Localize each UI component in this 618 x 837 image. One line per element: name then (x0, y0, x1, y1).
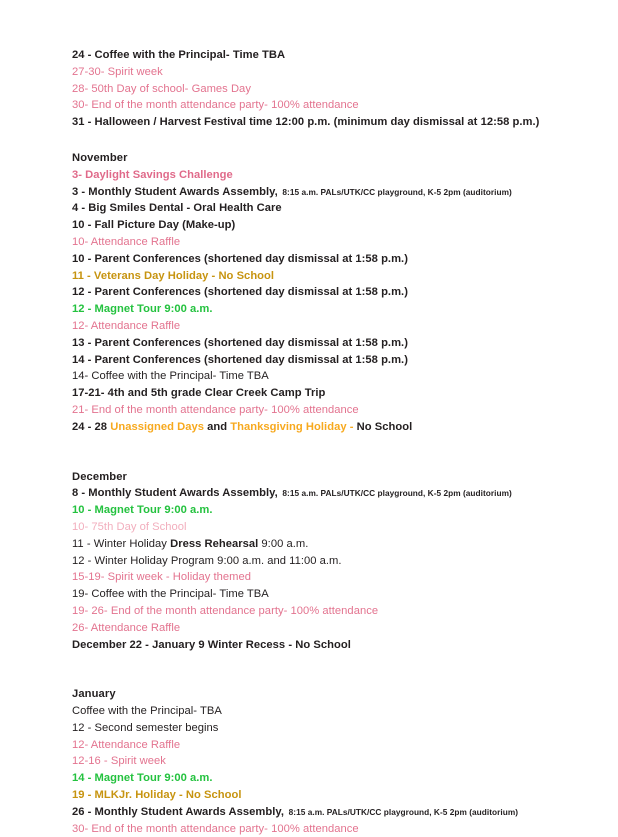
section-gap (72, 436, 602, 469)
entry-text: 10- 75th Day of School (72, 520, 187, 533)
entry-segment: Dress Rehearsal (170, 537, 259, 550)
calendar-entry (72, 787, 602, 804)
calendar-entry (72, 620, 602, 637)
calendar-entry (72, 603, 602, 620)
entry-segment: 24 - 28 (72, 420, 111, 433)
month-block-january (72, 686, 602, 837)
calendar-entry (72, 352, 602, 369)
entry-text: 12-16 - Spirit week (72, 755, 166, 768)
entry-segment: and (204, 420, 231, 433)
entry-text: 10 - Parent Conferences (shortened day dismissal at 1:58 p.m.) (72, 252, 408, 265)
calendar-entry (72, 301, 602, 318)
entry-text: 19- 26- End of the month attendance party- 100% attendance (72, 604, 379, 617)
entry-text: 14 - Parent Conferences (shortened day dismissal at 1:58 p.m.) (72, 353, 408, 366)
entry-text: 3 - Monthly Student Awards Assembly, (72, 185, 278, 198)
entry-text: 3- Daylight Savings Challenge (72, 168, 233, 181)
calendar-entry (72, 402, 602, 419)
month-heading: December (72, 470, 127, 483)
calendar-entry (72, 167, 602, 184)
section-gap (72, 131, 602, 150)
calendar-entry (72, 770, 602, 787)
entry-text: 19 - MLKJr. Holiday - No School (72, 789, 242, 802)
section-gap (72, 653, 602, 686)
entry-segment: 9:00 a.m. (258, 537, 309, 550)
entry-text: 12 - Second semester begins (72, 721, 219, 734)
entry-segment: Thanksgiving Holiday (230, 420, 347, 433)
entry-text: 17-21- 4th and 5th grade Clear Creek Camp Trip (72, 387, 326, 400)
calendar-entry (72, 268, 602, 285)
month-heading: November (72, 151, 128, 164)
calendar-entry (72, 81, 602, 98)
entry-text: 11 - Veterans Day Holiday - No School (72, 269, 275, 282)
calendar-entry (72, 217, 602, 234)
calendar-entry (72, 184, 602, 201)
calendar-entry (72, 804, 602, 821)
calendar-entry (72, 737, 602, 754)
entry-text: 10 - Fall Picture Day (Make-up) (72, 219, 236, 232)
entry-segment: - (346, 420, 357, 433)
month-block-december (72, 469, 602, 654)
calendar-entry (72, 385, 602, 402)
calendar-entry (72, 586, 602, 603)
entry-text: 10 - Magnet Tour 9:00 a.m. (72, 504, 213, 517)
calendar-list (72, 47, 602, 837)
entry-text: 14- Coffee with the Principal- Time TBA (72, 370, 269, 383)
calendar-entry (72, 553, 602, 570)
calendar-entry (72, 720, 602, 737)
calendar-entry (72, 485, 602, 502)
entry-text: 10- Attendance Raffle (72, 235, 181, 248)
entry-text: 8 - Monthly Student Awards Assembly, (72, 487, 278, 500)
entry-text: 4 - Big Smiles Dental - Oral Health Care (72, 202, 282, 215)
calendar-entry (72, 368, 602, 385)
calendar-entry (72, 284, 602, 301)
entry-segment: 11 - Winter Holiday (72, 537, 171, 550)
calendar-entry (72, 335, 602, 352)
calendar-entry (72, 234, 602, 251)
calendar-entry (72, 536, 602, 553)
entry-text: 12- Attendance Raffle (72, 319, 181, 332)
entry-text: 13 - Parent Conferences (shortened day dismissal at 1:58 p.m.) (72, 336, 408, 349)
calendar-entry (72, 318, 602, 335)
entry-note: 8:15 a.m. PALs/UTK/CC playground, K-5 2pm (auditorium) (277, 488, 512, 499)
calendar-entry (72, 200, 602, 217)
calendar-entry (72, 47, 602, 64)
month-heading: January (72, 688, 116, 701)
entry-note: 8:15 a.m. PALs/UTK/CC playground, K-5 2pm (auditorium) (283, 806, 519, 817)
entry-text: 26- Attendance Raffle (72, 621, 181, 634)
month-block-november (72, 150, 602, 436)
entry-text: 12 - Magnet Tour 9:00 a.m. (72, 303, 213, 316)
october-tail-block (72, 47, 602, 131)
entry-text: December 22 - January 9 Winter Recess - No School (72, 638, 351, 651)
entry-text: 19- Coffee with the Principal- Time TBA (72, 588, 269, 601)
entry-segment: No School (356, 420, 413, 433)
entry-text: 28- 50th Day of school- Games Day (72, 82, 251, 95)
calendar-entry (72, 821, 602, 837)
entry-text: 31 - Halloween / Harvest Festival time 12:00 p.m. (minimum day dismissal at 12:58 p.m.) (72, 116, 540, 129)
entry-text: 27-30- Spirit week (72, 65, 163, 78)
calendar-entry (72, 569, 602, 586)
calendar-entry (72, 114, 602, 131)
calendar-entry (72, 519, 602, 536)
entry-text: 26 - Monthly Student Awards Assembly, (72, 805, 284, 818)
months-container (72, 150, 602, 837)
calendar-entry (72, 703, 602, 720)
entry-note: 8:15 a.m. PALs/UTK/CC playground, K-5 2pm (auditorium) (277, 186, 512, 197)
calendar-entry (72, 64, 602, 81)
calendar-entry (72, 637, 602, 654)
entry-text: 12- Attendance Raffle (72, 738, 181, 751)
entry-text: Coffee with the Principal- TBA (72, 705, 222, 718)
entry-text: 14 - Magnet Tour 9:00 a.m. (72, 772, 213, 785)
calendar-entry (72, 97, 602, 114)
calendar-entry (72, 251, 602, 268)
entry-segment: Unassigned Days (110, 420, 204, 433)
entry-text: 30- End of the month attendance party- 100% attendance (72, 822, 359, 835)
entry-text: 12 - Parent Conferences (shortened day dismissal at 1:58 p.m.) (72, 286, 408, 299)
entry-text: 30- End of the month attendance party- 100% attendance (72, 99, 359, 112)
calendar-entry (72, 753, 602, 770)
calendar-entry (72, 419, 602, 436)
entry-text: 21- End of the month attendance party- 100% attendance (72, 403, 359, 416)
entry-text: 15-19- Spirit week - Holiday themed (72, 571, 252, 584)
entry-text: 12 - Winter Holiday Program 9:00 a.m. and 11:00 a.m. (72, 554, 342, 567)
calendar-entry (72, 502, 602, 519)
entry-text: 24 - Coffee with the Principal- Time TBA (72, 49, 286, 61)
